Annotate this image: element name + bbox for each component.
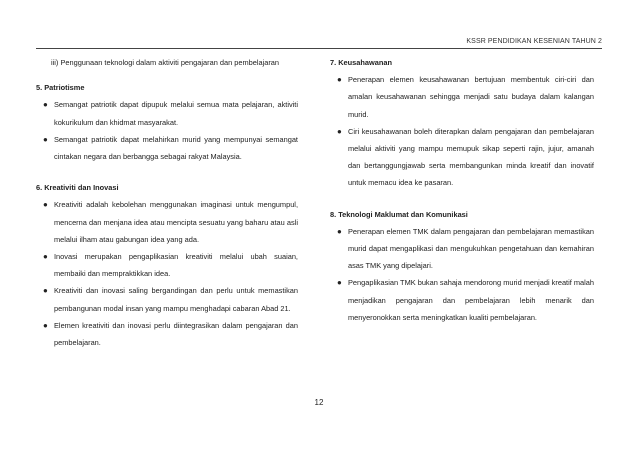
bullet-icon: ● [43, 100, 48, 110]
section-patriotisme [36, 79, 298, 165]
bullet-icon: ● [337, 126, 342, 136]
section-title: 6. Kreativiti dan Inovasi [36, 183, 119, 193]
bullet-list [36, 196, 298, 351]
header-divider [36, 48, 602, 49]
bullet-icon: ● [43, 200, 48, 210]
right-column [330, 54, 594, 340]
bullet-icon: ● [337, 226, 342, 236]
bullet-icon: ● [43, 134, 48, 144]
list-item: ● Kreativiti dan inovasi saling bergandingan dan perlu untuk memastikan pembangunan modal insan yang mampu menghadapi cabaran Abad 21. [36, 282, 298, 316]
bullet-icon: ● [337, 75, 342, 85]
list-item: ● Semangat patriotik dapat melahirkan murid yang mempunyai semangat cintakan negara dan berbangga sebagai rakyat Malaysia. [36, 131, 298, 165]
list-item: ● Ciri keusahawanan boleh diterapkan dalam pengajaran dan pembelajaran melalui aktiviti yang mampu memupuk sikap seperti rajin, jujur, amanah dan bertanggungjawab serta membangunkan minda kreatif dan inovatif untuk memacu idea ke pasaran. [330, 123, 594, 192]
bullet-icon: ● [43, 252, 48, 262]
page-number: 12 [314, 398, 324, 407]
list-item: ● Elemen kreativiti dan inovasi perlu diintegrasikan dalam pengajaran dan pembelajaran. [36, 317, 298, 351]
list-item: ● Penerapan elemen keusahawanan bertujuan membentuk ciri-ciri dan amalan keusahawanan sehingga menjadi satu budaya dalam kalangan murid. [330, 71, 594, 123]
section-kreativiti-inovasi [36, 179, 298, 351]
bullet-icon: ● [43, 286, 48, 296]
bullet-list [330, 223, 594, 326]
list-item: ● Semangat patriotik dapat dipupuk melalui semua mata pelajaran, aktiviti kokurikulum dan khidmat masyarakat. [36, 96, 298, 130]
section-title: 7. Keusahawanan [330, 58, 393, 67]
page-header-title: KSSR PENDIDIKAN KESENIAN TAHUN 2 [466, 38, 602, 45]
bullet-list [330, 71, 594, 191]
section-tmk [330, 206, 594, 326]
section-title: 8. Teknologi Maklumat dan Komunikasi [330, 209, 468, 219]
section-title: 5. Patriotisme [36, 83, 85, 93]
bullet-icon: ● [337, 278, 342, 288]
intro-item-iii: iii) Penggunaan teknologi dalam aktiviti pengajaran dan pembelajaran [51, 58, 280, 67]
list-item: ● Kreativiti adalah kebolehan menggunakan imaginasi untuk mengumpul, mencerna dan menjana idea atau mencipta sesuatu yang baharu atau asli melalui ilham atau gabungan idea yang ada. [36, 196, 298, 248]
list-item: ● Pengaplikasian TMK bukan sahaja mendorong murid menjadi kreatif malah menjadikan pengajaran dan pembelajaran lebih menarik dan menyeronokkan serta meningkatkan kualiti pembelajaran. [330, 274, 594, 326]
list-item: ● Inovasi merupakan pengaplikasian kreativiti melalui ubah suaian, membaiki dan mempraktikkan idea. [36, 248, 298, 282]
section-keusahawanan [330, 54, 594, 192]
bullet-icon: ● [43, 320, 48, 330]
left-column [36, 54, 298, 365]
list-item: ● Penerapan elemen TMK dalam pengajaran dan pembelajaran memastikan murid dapat mengaplikasi dan mengukuhkan pengetahuan dan kemahiran asas TMK yang dipelajari. [330, 223, 594, 275]
bullet-list [36, 96, 298, 165]
